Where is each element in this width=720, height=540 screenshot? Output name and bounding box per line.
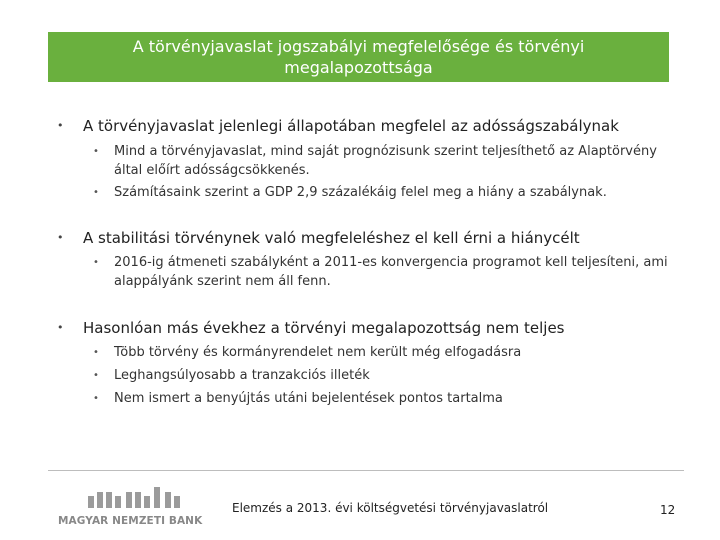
bullet-icon: • xyxy=(93,393,99,404)
bullet-text: A törvényjavaslat jelenlegi állapotában megfelel az adósságszabálynak xyxy=(83,117,619,135)
logo-bars-icon xyxy=(88,486,178,508)
page-number: 12 xyxy=(660,503,676,517)
bullet-text: Hasonlóan más évekhez a törvényi megalapozottság nem teljes xyxy=(83,319,565,337)
sub-bullet-text: Mind a törvényjavaslat, mind saját prognózisunk szerint teljesíthető az Alaptörvény által előírt adósságcsökkenés. xyxy=(114,144,657,178)
bullet-icon: • xyxy=(57,119,64,132)
bullet-icon: • xyxy=(57,321,64,334)
sub-bullet-text: Számításaink szerint a GDP 2,9 százalékáig felel meg a hiány a szabálynak. xyxy=(114,185,607,200)
bank-logo xyxy=(55,482,205,532)
slide-title: A törvényjavaslat jogszabályi megfelelősége és törvényi megalapozottsága xyxy=(132,37,585,77)
bullet-icon: • xyxy=(93,146,99,157)
bullet-icon: • xyxy=(93,370,99,381)
logo-text: MAGYAR NEMZETI BANK xyxy=(58,515,203,527)
footer-caption: Elemzés a 2013. évi költségvetési törvényjavaslatról xyxy=(232,501,549,515)
bullet-icon: • xyxy=(93,187,99,198)
bullet-icon: • xyxy=(93,347,99,358)
sub-bullet-text: 2016-ig átmeneti szabályként a 2011-es konvergencia programot kell teljesíteni, ami alappályánk szerint nem áll fenn. xyxy=(114,255,668,289)
sub-bullet-text: Leghangsúlyosabb a tranzakciós illeték xyxy=(114,368,370,383)
sub-bullet-text: Nem ismert a benyújtás utáni bejelentések pontos tartalma xyxy=(114,391,503,406)
bullet-text: A stabilitási törvénynek való megfeleléshez el kell érni a hiánycélt xyxy=(83,229,580,247)
bullet-icon: • xyxy=(93,257,99,268)
footer-divider xyxy=(48,470,684,471)
sub-bullet-text: Több törvény és kormányrendelet nem került még elfogadásra xyxy=(114,345,522,360)
bullet-icon: • xyxy=(57,231,64,244)
